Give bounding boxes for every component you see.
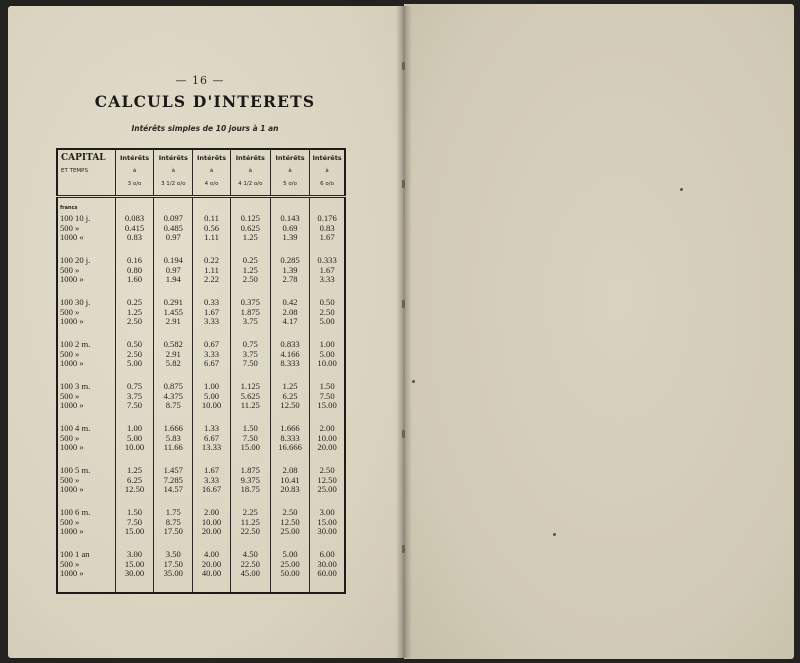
interest-cell: 1.00 5.00 10.00 [193, 382, 230, 424]
header-rate-4: Intérêts à 4 o/o [193, 149, 230, 197]
interest-cell: 0.285 1.39 2.78 [270, 256, 309, 298]
interest-cell: 1.00 5.00 10.00 [310, 340, 345, 382]
units-label: francs [57, 197, 115, 215]
header-rate-6: Intérêts à 6 o/o [310, 149, 345, 197]
table-row [57, 340, 345, 382]
interest-cell: 1.50 7.50 15.00 [230, 424, 270, 466]
interest-cell: 0.25 1.25 2.50 [230, 256, 270, 298]
interest-cell: 1.25 6.25 12.50 [270, 382, 309, 424]
interest-cell: 4.50 22.50 45.00 [230, 550, 270, 593]
paper-speck [412, 380, 415, 383]
interest-cell: 0.50 2.50 5.00 [115, 340, 153, 382]
table-row [57, 466, 345, 508]
interest-cell: 0.75 3.75 7.50 [230, 340, 270, 382]
binding-stitch [402, 430, 405, 438]
interest-cell: 1.25 6.25 12.50 [115, 466, 153, 508]
interest-cell: 3.00 15.00 30.00 [310, 508, 345, 550]
interest-cell: 1.666 5.83 11.66 [154, 424, 193, 466]
capital-cell: 100 4 m. 500 » 1000 » [57, 424, 115, 466]
capital-cell: 100 2 m. 500 » 1000 » [57, 340, 115, 382]
binding-stitch [402, 300, 405, 308]
table-row [57, 298, 345, 340]
interest-cell: 0.097 0.485 0.97 [154, 214, 193, 256]
interest-cell: 1.67 3.33 16.67 [193, 466, 230, 508]
interest-cell: 2.00 10.00 20.00 [193, 508, 230, 550]
interest-cell: 2.50 12.50 25.00 [270, 508, 309, 550]
binding-stitch [402, 545, 405, 553]
binding-stitch [402, 62, 405, 70]
interest-cell: 0.875 4.375 8.75 [154, 382, 193, 424]
units-row [57, 197, 345, 215]
table-row [57, 214, 345, 256]
interest-cell: 0.143 0.69 1.39 [270, 214, 309, 256]
paper-speck [680, 188, 683, 191]
header-rate-4-5: Intérêts à 4 1/2 o/o [230, 149, 270, 197]
page-subtitle: Intérêts simples de 10 jours à 1 an [131, 124, 279, 133]
capital-cell: 100 5 m. 500 » 1000 » [57, 466, 115, 508]
interest-cell: 3.00 15.00 30.00 [115, 550, 153, 593]
interest-cell: 0.75 3.75 7.50 [115, 382, 153, 424]
paper-speck [553, 533, 556, 536]
interest-cell: 1.00 5.00 10.00 [115, 424, 153, 466]
header-capital: CAPITAL ET TEMPS [57, 149, 115, 197]
interest-cell: 0.125 0.625 1.25 [230, 214, 270, 256]
interest-cell: 0.582 2.91 5.82 [154, 340, 193, 382]
interest-cell: 0.50 2.50 5.00 [310, 298, 345, 340]
table-header-row [57, 149, 345, 197]
interest-cell: 4.00 20.00 40.00 [193, 550, 230, 593]
interest-cell: 0.083 0.415 0.83 [115, 214, 153, 256]
interest-cell: 0.11 0.56 1.11 [193, 214, 230, 256]
page-title: CALCULS D'INTERETS [94, 92, 316, 111]
binding-stitch [402, 180, 405, 188]
header-rate-3: Intérêts à 3 o/o [115, 149, 153, 197]
interest-cell: 2.08 10.41 20.83 [270, 466, 309, 508]
capital-cell: 100 1 an 500 » 1000 » [57, 550, 115, 593]
interest-cell: 1.666 8.333 16.666 [270, 424, 309, 466]
interest-cell: 1.50 7.50 15.00 [115, 508, 153, 550]
interest-cell: 0.291 1.455 2.91 [154, 298, 193, 340]
table-row [57, 256, 345, 298]
interest-cell: 1.875 9.375 18.75 [230, 466, 270, 508]
page-number: — 16 — [175, 74, 225, 87]
interest-cell: 0.176 0.83 1.67 [310, 214, 345, 256]
interest-cell: 6.00 30.00 60.00 [310, 550, 345, 593]
interest-cell: 0.25 1.25 2.50 [115, 298, 153, 340]
interest-table [56, 148, 346, 594]
interest-cell: 0.22 1.11 2.22 [193, 256, 230, 298]
interest-cell: 1.457 7.285 14.57 [154, 466, 193, 508]
capital-cell: 100 20 j. 500 » 1000 » [57, 256, 115, 298]
table-row [57, 550, 345, 593]
interest-cell: 2.25 11.25 22.50 [230, 508, 270, 550]
capital-cell: 100 6 m. 500 » 1000 » [57, 508, 115, 550]
interest-cell: 2.00 10.00 20.00 [310, 424, 345, 466]
interest-cell: 2.50 12.50 25.00 [310, 466, 345, 508]
table-row [57, 424, 345, 466]
right-page-blank [404, 4, 794, 659]
book-gutter [396, 6, 412, 658]
interest-cell: 0.333 1.67 3.33 [310, 256, 345, 298]
header-rate-3-5: Intérêts à 3 1/2 o/o [154, 149, 193, 197]
interest-cell: 0.42 2.08 4.17 [270, 298, 309, 340]
capital-cell: 100 30 j. 500 » 1000 » [57, 298, 115, 340]
interest-cell: 0.194 0.97 1.94 [154, 256, 193, 298]
interest-cell: 1.125 5.625 11.25 [230, 382, 270, 424]
interest-cell: 1.75 8.75 17.50 [154, 508, 193, 550]
interest-cell: 0.833 4.166 8.333 [270, 340, 309, 382]
table-row [57, 382, 345, 424]
capital-cell: 100 10 j. 500 » 1000 « [57, 214, 115, 256]
interest-cell: 0.67 3.33 6.67 [193, 340, 230, 382]
interest-cell: 1.33 6.67 13.33 [193, 424, 230, 466]
interest-cell: 0.16 0.80 1.60 [115, 256, 153, 298]
interest-cell: 1.50 7.50 15.00 [310, 382, 345, 424]
table-row [57, 508, 345, 550]
capital-cell: 100 3 m. 500 » 1000 » [57, 382, 115, 424]
interest-cell: 0.375 1.875 3.75 [230, 298, 270, 340]
interest-cell: 5.00 25.00 50.00 [270, 550, 309, 593]
header-rate-5: Intérêts à 5 o/o [270, 149, 309, 197]
interest-cell: 0.33 1.67 3.33 [193, 298, 230, 340]
interest-cell: 3.50 17.50 35.00 [154, 550, 193, 593]
